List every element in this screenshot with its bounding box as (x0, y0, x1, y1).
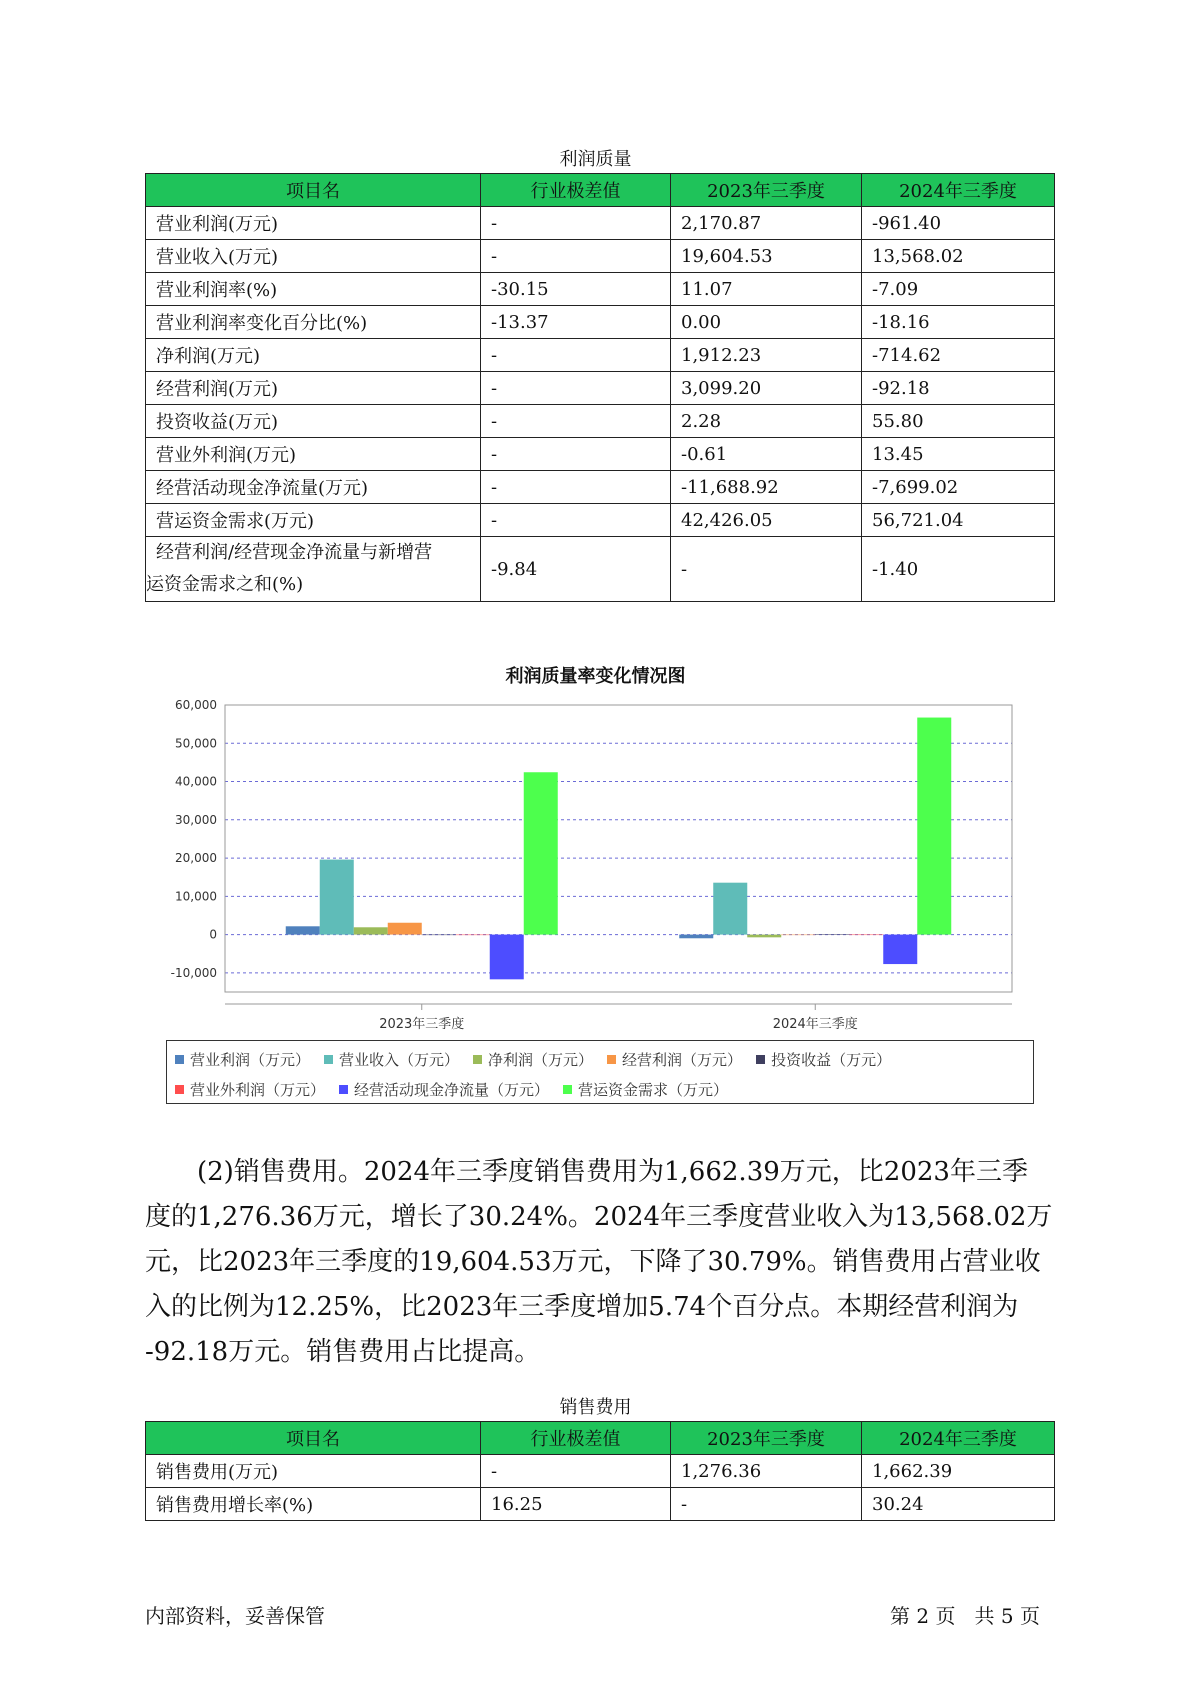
table1-caption: 利润质量 (559, 149, 632, 170)
y-tick-label: 50,000 (175, 736, 217, 751)
table-cell-2023: 2,170.87 (671, 207, 862, 240)
legend-label: 经营利润（万元） (622, 1051, 743, 1069)
table-row (146, 405, 1055, 438)
legend-label: 营业外利润（万元） (190, 1081, 326, 1099)
row-name-line1: 经营利润/经营现金净流量与新增营 (156, 542, 433, 563)
table-cell-2023: - (671, 537, 862, 602)
bar (456, 935, 490, 936)
header-2024-q3: 2024年三季度 (862, 1422, 1055, 1455)
table-cell-name: 投资收益(万元) (146, 405, 481, 438)
table-cell-2024: -18.16 (862, 306, 1055, 339)
table-cell-name: 销售费用增长率(%) (146, 1488, 481, 1521)
table-row (146, 273, 1055, 306)
table-cell-2024: 13,568.02 (862, 240, 1055, 273)
table-cell-2024: 55.80 (862, 405, 1055, 438)
table-row (146, 1455, 1055, 1488)
table-cell-range: 16.25 (481, 1488, 671, 1521)
y-tick-label: 40,000 (175, 774, 217, 789)
table-cell-range: -9.84 (481, 537, 671, 602)
legend-swatch (339, 1085, 348, 1094)
legend-swatch (563, 1085, 572, 1094)
table-cell-2023: 1,912.23 (671, 339, 862, 372)
legend-item (175, 1049, 310, 1070)
table-cell-range: - (481, 339, 671, 372)
legend-item (473, 1049, 593, 1070)
header-industry-range: 行业极差值 (481, 1422, 671, 1455)
table-cell-2024: 13.45 (862, 438, 1055, 471)
table-row (146, 504, 1055, 537)
table-cell-name: 销售费用(万元) (146, 1455, 481, 1488)
table-cell-2023: 0.00 (671, 306, 862, 339)
table-cell-2024: 56,721.04 (862, 504, 1055, 537)
table-cell-2024: -714.62 (862, 339, 1055, 372)
legend-swatch (175, 1085, 184, 1094)
legend-label: 投资收益（万元） (771, 1051, 892, 1069)
header-2023-q3: 2023年三季度 (671, 174, 862, 207)
bar (679, 935, 713, 939)
table-cell-range: - (481, 504, 671, 537)
table-cell-2023: 42,426.05 (671, 504, 862, 537)
legend-item (563, 1079, 728, 1100)
table-cell-2024: 1,662.39 (862, 1455, 1055, 1488)
table-row (146, 339, 1055, 372)
legend-swatch (756, 1055, 765, 1064)
table-cell-name (146, 537, 481, 602)
table-row (146, 1488, 1055, 1521)
table-cell-range: -13.37 (481, 306, 671, 339)
bar (883, 935, 917, 964)
table-cell-2023: 3,099.20 (671, 372, 862, 405)
table-cell-2023: 2.28 (671, 405, 862, 438)
table-row (146, 372, 1055, 405)
table-cell-2023: - (671, 1488, 862, 1521)
header-item-name: 项目名 (146, 174, 481, 207)
table-row (146, 207, 1055, 240)
legend-item (324, 1049, 459, 1070)
legend-swatch (607, 1055, 616, 1064)
paragraph-line: 度的1,276.36万元，增长了30.24%。2024年三季度营业收入为13,568.02万 (145, 1202, 1053, 1232)
bar (354, 927, 388, 934)
table-header-row (146, 174, 1055, 207)
table-row (146, 240, 1055, 273)
table-cell-2023: -0.61 (671, 438, 862, 471)
table-row (146, 537, 1055, 602)
table-header-row (146, 1422, 1055, 1455)
bar (917, 718, 951, 935)
legend-label: 营运资金需求（万元） (578, 1081, 729, 1099)
table-cell-range: - (481, 372, 671, 405)
y-tick-label: 10,000 (175, 889, 217, 904)
y-tick-label: -10,000 (170, 965, 217, 980)
legend-swatch (175, 1055, 184, 1064)
chart-legend (166, 1040, 1034, 1104)
legend-item (607, 1049, 742, 1070)
profit-quality-table (145, 173, 1055, 602)
row-name-line2: 运资金需求之和(%) (146, 574, 304, 595)
table-cell-range: - (481, 1455, 671, 1488)
bar (524, 772, 558, 934)
header-item-name: 项目名 (146, 1422, 481, 1455)
table-cell-range: - (481, 405, 671, 438)
table-cell-name: 营运资金需求(万元) (146, 504, 481, 537)
table-row (146, 471, 1055, 504)
table-cell-2024: -7.09 (862, 273, 1055, 306)
bar (286, 926, 320, 934)
table-cell-range: - (481, 438, 671, 471)
bar (849, 935, 883, 936)
legend-item (175, 1079, 325, 1100)
table-cell-name: 净利润(万元) (146, 339, 481, 372)
table-cell-2024: -7,699.02 (862, 471, 1055, 504)
paragraph-line: 入的比例为12.25%，比2023年三季度增加5.74个百分点。本期经营利润为 (145, 1292, 1019, 1322)
bar (713, 883, 747, 935)
table-cell-2023: -11,688.92 (671, 471, 862, 504)
table-cell-2023: 19,604.53 (671, 240, 862, 273)
legend-label: 营业利润（万元） (190, 1051, 311, 1069)
footer-confidential: 内部资料，妥善保管 (145, 1604, 325, 1628)
table-cell-2023: 1,276.36 (671, 1455, 862, 1488)
sales-expense-paragraph (145, 1150, 1055, 1375)
y-tick-label: 30,000 (175, 812, 217, 827)
table-cell-name: 经营利润(万元) (146, 372, 481, 405)
paragraph-line: 元，比2023年三季度的19,604.53万元，下降了30.79%。销售费用占营业收 (145, 1247, 1041, 1277)
table-cell-name: 营业利润(万元) (146, 207, 481, 240)
legend-row (175, 1079, 728, 1100)
header-2024-q3: 2024年三季度 (862, 174, 1055, 207)
profit-quality-chart (0, 690, 1191, 1035)
table-cell-name: 经营活动现金净流量(万元) (146, 471, 481, 504)
table-cell-2024: 30.24 (862, 1488, 1055, 1521)
bar (320, 860, 354, 935)
legend-row (175, 1049, 891, 1070)
sales-expense-table (145, 1421, 1055, 1521)
chart-title: 利润质量率变化情况图 (505, 666, 686, 687)
table-cell-name: 营业外利润(万元) (146, 438, 481, 471)
legend-item (756, 1049, 891, 1070)
bar (388, 923, 422, 935)
legend-swatch (473, 1055, 482, 1064)
legend-label: 净利润（万元） (488, 1051, 594, 1069)
y-tick-label: 0 (209, 927, 217, 942)
y-tick-label: 20,000 (175, 851, 217, 866)
table-cell-range: -30.15 (481, 273, 671, 306)
bar (490, 935, 524, 980)
table-row (146, 306, 1055, 339)
header-industry-range: 行业极差值 (481, 174, 671, 207)
paragraph-line: (2)销售费用。2024年三季度销售费用为1,662.39万元，比2023年三季 (197, 1157, 1028, 1187)
header-2023-q3: 2023年三季度 (671, 1422, 862, 1455)
bar (422, 935, 456, 936)
table2-caption: 销售费用 (559, 1397, 632, 1418)
table-cell-range: - (481, 240, 671, 273)
legend-label: 营业收入（万元） (339, 1051, 460, 1069)
paragraph-line: -92.18万元。销售费用占比提高。 (145, 1337, 541, 1367)
bar (815, 934, 849, 935)
table-cell-range: - (481, 471, 671, 504)
table-cell-2024: -961.40 (862, 207, 1055, 240)
footer-page-number: 第 2 页 共 5 页 (890, 1604, 1040, 1628)
bar (781, 935, 815, 936)
table-cell-2024: -92.18 (862, 372, 1055, 405)
legend-item (339, 1079, 549, 1100)
table-cell-name: 营业收入(万元) (146, 240, 481, 273)
bar (747, 935, 781, 938)
legend-label: 经营活动现金净流量（万元） (354, 1081, 550, 1099)
y-tick-label: 60,000 (175, 698, 217, 712)
table-cell-name: 营业利润率(%) (146, 273, 481, 306)
table-cell-2023: 11.07 (671, 273, 862, 306)
table-cell-name: 营业利润率变化百分比(%) (146, 306, 481, 339)
legend-swatch (324, 1055, 333, 1064)
table-row (146, 438, 1055, 471)
table-cell-range: - (481, 207, 671, 240)
table-cell-2024: -1.40 (862, 537, 1055, 602)
x-tick-label: 2024年三季度 (772, 1017, 858, 1032)
x-tick-label: 2023年三季度 (379, 1017, 465, 1032)
